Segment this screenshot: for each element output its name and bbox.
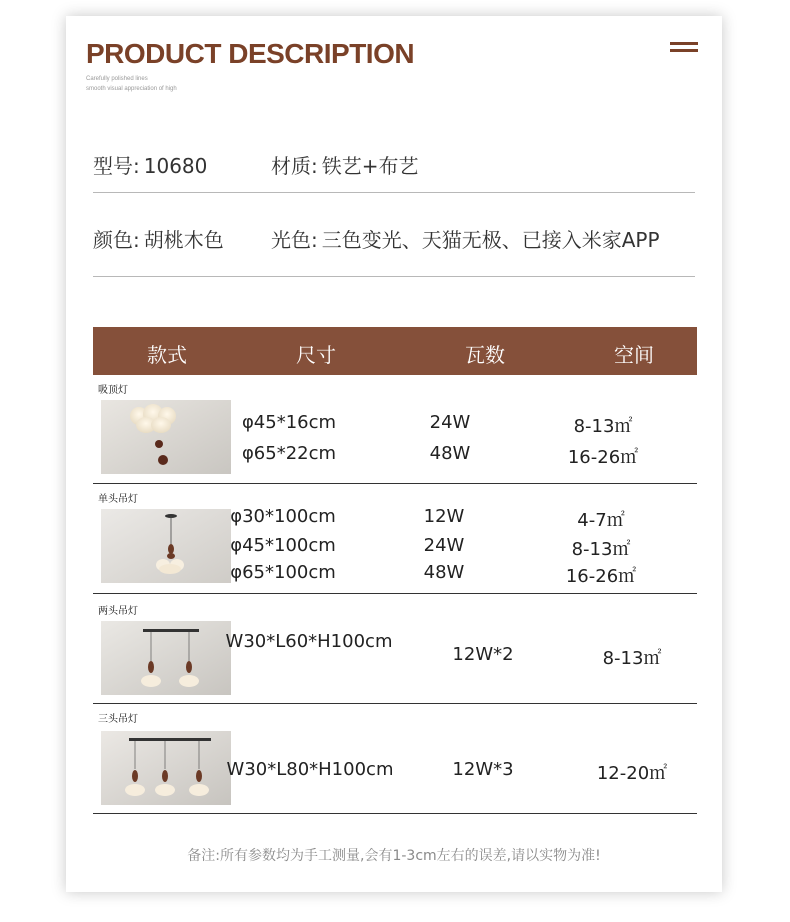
- space-cell: 12-20㎡: [596, 763, 668, 784]
- watt-cell: 48W: [423, 562, 465, 583]
- size-cell: φ45*100cm: [230, 535, 336, 556]
- category-label: 单头吊灯: [98, 494, 138, 505]
- size-cell: W30*L80*H100cm: [226, 759, 394, 780]
- watt-cell: 48W: [429, 443, 471, 464]
- watt-cell: 12W: [423, 506, 465, 527]
- header-size: 尺寸: [296, 343, 336, 367]
- spec-light: [271, 224, 660, 253]
- subtitle-line-1: Carefully polished lines: [86, 76, 148, 82]
- space-cell: 16-26㎡: [565, 566, 637, 587]
- watt-cell: 12W*2: [452, 644, 514, 665]
- header-style: 款式: [147, 343, 187, 367]
- size-cell: φ30*100cm: [230, 506, 336, 527]
- size-cell: φ65*100cm: [230, 562, 336, 583]
- size-cell: φ65*22cm: [241, 443, 337, 464]
- footnote: 备注:所有参数均为手工测量,会有1-3cm左右的误差,请以实物为准!: [187, 848, 601, 864]
- category-label: 吸顶灯: [98, 385, 128, 396]
- row-divider: [93, 593, 697, 594]
- light-value: 三色变光、天猫无极、已接入米家APP: [321, 228, 660, 252]
- material-value: 铁艺+布艺: [321, 154, 419, 178]
- spec-model: [93, 150, 207, 179]
- table-header: [93, 327, 697, 375]
- row-divider: [93, 703, 697, 704]
- category-label: 三头吊灯: [98, 714, 138, 725]
- category-label: 两头吊灯: [98, 606, 138, 617]
- color-label: 颜色:: [93, 228, 140, 252]
- space-cell: 8-13㎡: [571, 539, 631, 560]
- color-value: 胡桃木色: [143, 228, 224, 252]
- material-label: 材质:: [271, 154, 318, 178]
- divider: [93, 192, 695, 193]
- watt-cell: 12W*3: [452, 759, 514, 780]
- space-cell: 8-13㎡: [573, 416, 633, 437]
- space-cell: 16-26㎡: [567, 447, 639, 468]
- product-card: [66, 16, 722, 892]
- model-value: 10680: [143, 154, 208, 178]
- ceiling-lamp-photo-icon: [101, 400, 231, 474]
- space-cell: 4-7㎡: [577, 510, 625, 531]
- size-cell: W30*L60*H100cm: [225, 631, 393, 652]
- model-label: 型号:: [93, 154, 140, 178]
- divider: [93, 276, 695, 277]
- subtitle-line-2: smooth visual appreciation of high: [86, 86, 177, 92]
- single-pendant-photo-icon: [101, 509, 231, 583]
- header-wattage: 瓦数: [465, 343, 505, 367]
- size-cell: φ45*16cm: [241, 412, 337, 433]
- header-space: 空间: [614, 343, 654, 367]
- watt-cell: 24W: [423, 535, 465, 556]
- space-cell: 8-13㎡: [602, 648, 662, 669]
- triple-pendant-photo-icon: [101, 731, 231, 805]
- spec-material: [271, 150, 419, 179]
- double-pendant-photo-icon: [101, 621, 231, 695]
- row-divider: [93, 483, 697, 484]
- spec-color: [93, 224, 224, 253]
- light-label: 光色:: [271, 228, 318, 252]
- menu-icon[interactable]: [670, 42, 698, 54]
- watt-cell: 24W: [429, 412, 471, 433]
- page-title: PRODUCT DESCRIPTION: [86, 38, 415, 69]
- row-divider: [93, 813, 697, 814]
